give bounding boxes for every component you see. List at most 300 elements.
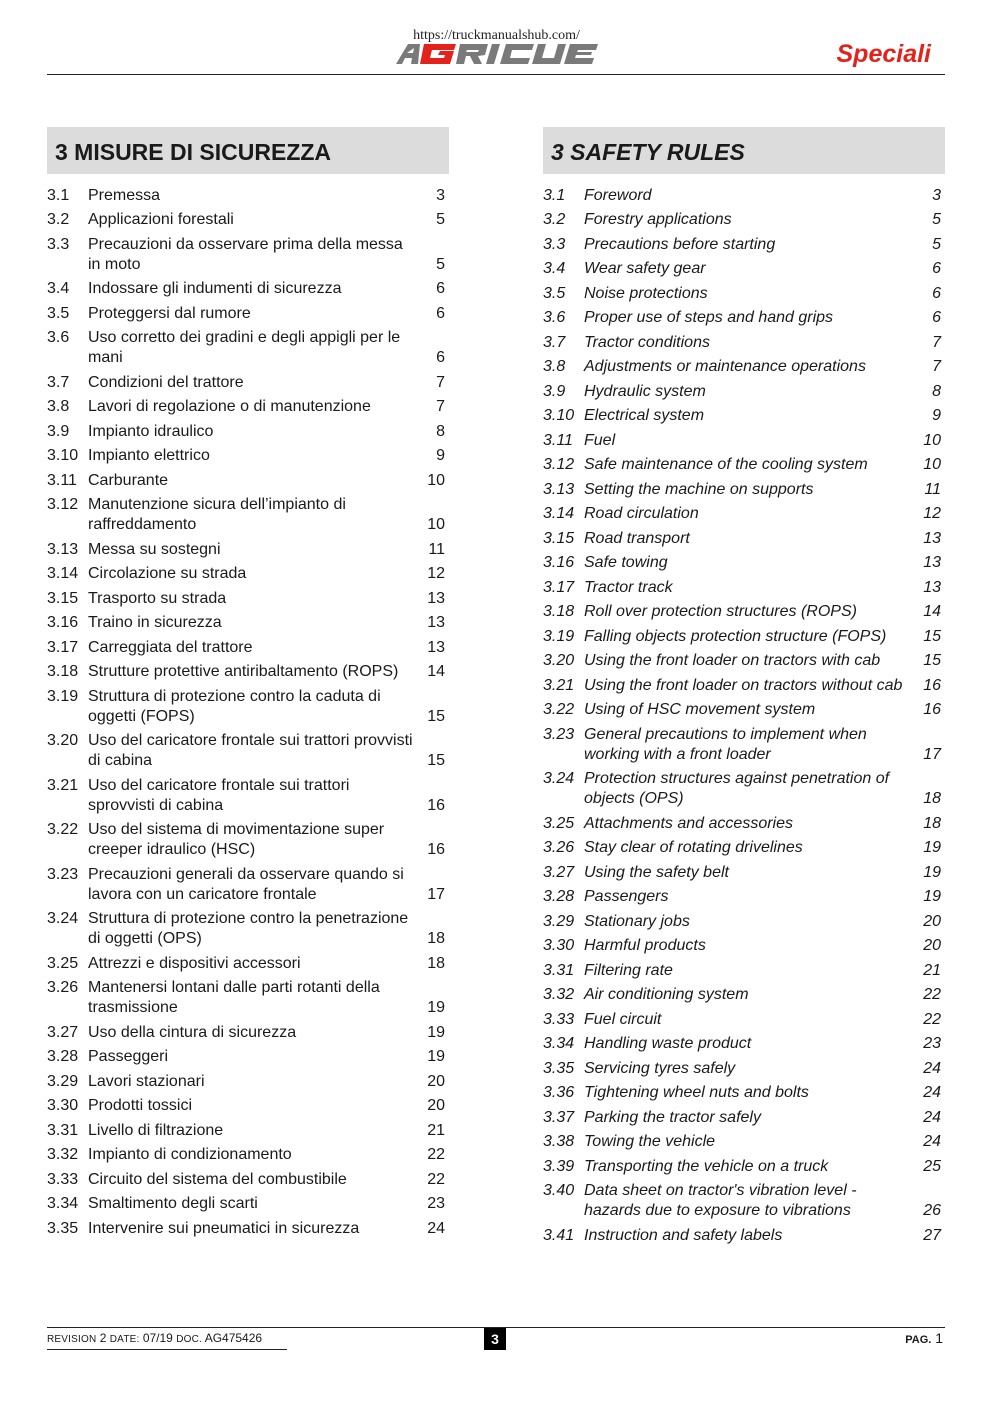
toc-entry: [543, 282, 943, 307]
toc-entry-title: Proper use of steps and hand grips: [584, 309, 834, 326]
toc-entry-title: Air conditioning system: [584, 986, 749, 1003]
toc-entry-page: 5: [932, 211, 941, 228]
english-section-heading: 3 SAFETY RULES: [543, 127, 945, 174]
toc-entry-page: 14: [923, 603, 941, 620]
toc-entry: [543, 356, 943, 381]
toc-entry-title: Lavori stazionari: [88, 1072, 205, 1090]
toc-entry-title: Impianto di condizionamento: [88, 1146, 292, 1163]
toc-entry-number: 3.15: [47, 589, 79, 607]
toc-entry: [47, 563, 447, 588]
toc-entry-title: Uso del caricatore frontale sui trattori provvisti di cabina: [88, 732, 413, 769]
toc-entry-title: Noise protections: [584, 284, 708, 302]
toc-entry-title: Mantenersi lontani dalle parti rotanti della trasmissione: [88, 979, 380, 1016]
toc-entry-number: 3.41: [543, 1226, 575, 1244]
toc-entry-number: 3.1: [543, 186, 566, 204]
toc-entry: [47, 1168, 447, 1193]
toc-entry: [543, 576, 943, 601]
toc-entry: [543, 1008, 943, 1033]
doc-label: DOC.: [176, 1334, 203, 1345]
toc-entry: [543, 1106, 943, 1131]
toc-entry: [543, 935, 943, 960]
revision-label: REVISION: [47, 1334, 97, 1345]
toc-entry-title: Attachments and accessories: [584, 814, 793, 832]
toc-entry-page: 7: [436, 373, 445, 391]
toc-entry-number: 3.21: [47, 776, 79, 794]
toc-entry-page: 23: [923, 1035, 941, 1052]
toc-entry: [47, 538, 447, 563]
toc-entry-number: 3.21: [543, 676, 575, 694]
toc-entry: [47, 494, 447, 539]
toc-entry-number: 3.39: [543, 1157, 575, 1175]
toc-entry-number: 3.10: [47, 447, 79, 464]
toc-entry: [543, 454, 943, 479]
toc-entry-page: 13: [923, 578, 941, 596]
toc-entry-number: 3.9: [543, 382, 566, 400]
toc-entry-title: Struttura di protezione contro la caduta di oggetti (FOPS): [88, 687, 381, 725]
toc-entry-title: Using the front loader on tractors with cab: [584, 652, 881, 669]
toc-entry: [47, 587, 447, 612]
toc-entry-page: 8: [932, 382, 941, 400]
toc-entry: [47, 420, 447, 445]
toc-entry-page: 20: [427, 1072, 445, 1090]
toc-entry-page: 15: [427, 752, 445, 769]
toc-entry-number: 3.13: [47, 540, 79, 558]
toc-entry-number: 3.20: [543, 652, 575, 669]
toc-entry: [47, 863, 447, 908]
toc-entry-title: Carreggiata del trattore: [88, 638, 253, 656]
toc-entry: [47, 661, 447, 686]
toc-entry-page: 24: [427, 1219, 445, 1237]
toc-entry-title: Setting the machine on supports: [584, 480, 814, 498]
toc-entry-title: Proteggersi dal rumore: [88, 304, 251, 322]
toc-entry-number: 3.11: [47, 471, 77, 489]
toc-entry-title: Attrezzi e dispositivi accessori: [88, 954, 301, 972]
toc-entry-number: 3.35: [543, 1059, 575, 1077]
toc-entry-number: 3.27: [47, 1023, 79, 1041]
toc-entry-title: Uso della cintura di sicurezza: [88, 1023, 297, 1041]
toc-entry-page: 22: [427, 1146, 445, 1163]
toc-entry-number: 3.25: [47, 954, 79, 972]
toc-entry: [47, 1070, 447, 1095]
toc-entry: [543, 768, 943, 813]
toc-entry-title: Fuel circuit: [584, 1010, 662, 1028]
toc-entry-number: 3.30: [543, 937, 575, 954]
toc-entry-title: Applicazioni forestali: [88, 211, 234, 228]
revision-value: 2: [99, 1331, 107, 1345]
toc-entry-title: Premessa: [88, 186, 161, 204]
toc-entry-page: 27: [923, 1226, 941, 1244]
italian-toc-list: [47, 184, 447, 1242]
toc-entry-page: 16: [427, 796, 445, 814]
toc-entry: [543, 527, 943, 552]
toc-entry-title: Tightening wheel nuts and bolts: [584, 1084, 809, 1101]
toc-entry-page: 26: [923, 1202, 941, 1219]
toc-entry-title: Uso del sistema di movimentazione super creeper idraulico (HSC): [88, 821, 385, 858]
toc-entry-number: 3.8: [47, 398, 70, 415]
toc-entry: [543, 601, 943, 626]
toc-entry-page: 6: [932, 284, 941, 302]
toc-entry: [47, 184, 447, 209]
toc-entry-number: 3.26: [543, 839, 575, 856]
toc-entry: [543, 184, 943, 209]
toc-entry: [47, 685, 447, 730]
toc-entry-title: Struttura di protezione contro la penetrazione di oggetti (OPS): [88, 910, 409, 947]
toc-entry: [543, 1131, 943, 1156]
toc-entry-title: Circolazione su strada: [88, 565, 247, 582]
toc-entry-page: 17: [427, 885, 445, 903]
toc-entry: [543, 552, 943, 577]
toc-entry: [543, 910, 943, 935]
toc-entry-page: 11: [924, 480, 941, 498]
toc-entry-title: Strutture protettive antiribaltamento (ROPS): [88, 663, 399, 680]
toc-entry-page: 19: [427, 999, 445, 1016]
toc-entry-title: Falling objects protection structure (FOPS): [584, 627, 887, 645]
source-url: https://truckmanualshub.com/: [413, 28, 580, 43]
toc-entry-page: 10: [427, 471, 445, 489]
toc-entry-title: Towing the vehicle: [584, 1133, 716, 1150]
toc-entry-page: 11: [428, 540, 445, 558]
toc-entry-page: 5: [436, 255, 445, 273]
toc-entry: [47, 469, 447, 494]
toc-entry-title: Road transport: [584, 529, 690, 547]
toc-entry-title: Fuel: [584, 431, 616, 449]
toc-entry-title: Manutenzione sicura dell’impianto di raffreddamento: [88, 496, 346, 533]
toc-entry-title: Servicing tyres safely: [584, 1059, 736, 1077]
toc-entry: [543, 984, 943, 1009]
toc-entry-page: 3: [436, 186, 445, 204]
toc-entry-title: Wear safety gear: [584, 260, 706, 277]
toc-entry-title: Filtering rate: [584, 961, 673, 979]
toc-entry: [543, 959, 943, 984]
toc-entry-page: 21: [427, 1121, 445, 1139]
toc-entry-number: 3.28: [47, 1048, 79, 1065]
header-rule: [47, 74, 945, 75]
toc-entry-page: 15: [923, 652, 941, 669]
toc-entry-number: 3.2: [543, 211, 566, 228]
toc-entry-page: 6: [932, 260, 941, 277]
toc-entry-title: Precautions before starting: [584, 235, 776, 253]
toc-entry-page: 25: [923, 1157, 941, 1175]
toc-entry-number: 3.22: [47, 821, 79, 838]
toc-entry-page: 18: [427, 954, 445, 972]
toc-entry-page: 6: [436, 304, 445, 322]
toc-entry: [47, 1193, 447, 1218]
toc-entry-title: Tractor track: [584, 578, 673, 596]
toc-entry-number: 3.23: [543, 725, 575, 743]
toc-entry: [47, 952, 447, 977]
toc-entry-title: Using of HSC movement system: [584, 701, 816, 718]
toc-entry-title: Smaltimento degli scarti: [88, 1195, 258, 1212]
toc-entry-page: 7: [436, 398, 445, 415]
toc-entry: [47, 1046, 447, 1071]
date-label: DATE:: [109, 1334, 140, 1345]
toc-entry-title: Safe maintenance of the cooling system: [584, 456, 868, 473]
toc-entry-page: 6: [436, 349, 445, 366]
toc-entry-page: 3: [932, 186, 941, 204]
toc-entry-page: 7: [932, 358, 941, 375]
toc-entry-title: Indossare gli indumenti di sicurezza: [88, 280, 342, 297]
toc-entry-title: Handling waste product: [584, 1035, 752, 1052]
toc-entry-number: 3.19: [543, 627, 575, 645]
toc-entry: [47, 209, 447, 234]
toc-entry-number: 3.14: [543, 505, 575, 522]
toc-entry: [47, 1119, 447, 1144]
toc-entry-page: 24: [923, 1084, 941, 1101]
toc-entry-number: 3.7: [543, 333, 566, 351]
toc-entry: [543, 812, 943, 837]
toc-entry: [543, 1082, 943, 1107]
toc-entry-page: 19: [923, 888, 941, 905]
toc-entry-number: 3.25: [543, 814, 575, 832]
toc-entry-number: 3.5: [543, 284, 566, 302]
toc-entry-title: Tractor conditions: [584, 333, 710, 351]
revision-underline: [47, 1349, 287, 1350]
toc-entry: [47, 233, 447, 278]
toc-entry-number: 3.18: [47, 663, 79, 680]
toc-entry-page: 17: [923, 745, 941, 763]
toc-entry-page: 12: [923, 505, 941, 522]
toc-entry: [543, 723, 943, 768]
toc-entry-title: Electrical system: [584, 407, 705, 424]
toc-entry-page: 13: [427, 614, 445, 631]
toc-entry: [543, 886, 943, 911]
toc-entry-number: 3.13: [543, 480, 575, 498]
toc-entry-title: Uso corretto dei gradini e degli appigli per le mani: [88, 329, 401, 366]
toc-entry-page: 7: [932, 333, 941, 351]
toc-entry-number: 3.3: [543, 235, 566, 253]
toc-entry-page: 13: [923, 554, 941, 571]
toc-entry: [543, 1224, 943, 1249]
page-number: [905, 1330, 943, 1346]
toc-entry-number: 3.17: [47, 638, 79, 656]
toc-entry-number: 3.35: [47, 1219, 79, 1237]
toc-entry-title: Road circulation: [584, 505, 699, 522]
toc-entry-page: 10: [923, 456, 941, 473]
toc-entry-page: 16: [923, 676, 941, 694]
toc-entry-number: 3.9: [47, 422, 70, 440]
toc-entry-number: 3.12: [47, 496, 79, 513]
toc-entry-number: 3.38: [543, 1133, 575, 1150]
toc-entry-title: Transporting the vehicle on a truck: [584, 1157, 829, 1175]
toc-entry-page: 8: [436, 422, 445, 440]
toc-entry: [47, 977, 447, 1022]
toc-entry-number: 3.6: [47, 329, 70, 346]
toc-entry-title: Data sheet on tractor's vibration level - hazards due to exposure to vibrations: [584, 1182, 857, 1219]
toc-entry-number: 3.2: [47, 211, 70, 228]
toc-entry-page: 16: [427, 841, 445, 858]
toc-entry: [47, 396, 447, 421]
toc-entry-title: Hydraulic system: [584, 382, 706, 400]
toc-entry-title: Forestry applications: [584, 211, 732, 228]
toc-entry-number: 3.29: [47, 1072, 79, 1090]
toc-entry: [47, 636, 447, 661]
toc-entry-page: 22: [427, 1170, 445, 1188]
toc-entry-number: 3.17: [543, 578, 575, 596]
toc-entry-number: 3.27: [543, 863, 575, 881]
toc-entry-page: 18: [427, 930, 445, 947]
toc-entry-page: 5: [932, 235, 941, 253]
chapter-number-badge: 3: [484, 1328, 506, 1350]
toc-entry: [47, 278, 447, 303]
toc-entry-page: 19: [923, 839, 941, 856]
toc-entry-page: 19: [427, 1048, 445, 1065]
toc-entry-page: 18: [923, 790, 941, 807]
agricube-logo: [394, 42, 600, 66]
toc-entry-number: 3.4: [47, 280, 70, 297]
toc-entry: [543, 674, 943, 699]
toc-entry-page: 5: [436, 211, 445, 228]
toc-entry-page: 20: [923, 937, 941, 954]
page-label: PAG.: [905, 1334, 932, 1346]
toc-entry-number: 3.33: [47, 1170, 79, 1188]
toc-entry: [543, 209, 943, 234]
toc-entry: [47, 819, 447, 864]
toc-entry-number: 3.32: [47, 1146, 79, 1163]
toc-entry: [543, 380, 943, 405]
toc-entry: [47, 730, 447, 775]
toc-entry-title: Using the front loader on tractors without cab: [584, 676, 903, 694]
toc-entry-page: 21: [923, 961, 941, 979]
toc-entry: [47, 1144, 447, 1169]
toc-entry-page: 6: [932, 309, 941, 326]
toc-entry-number: 3.23: [47, 865, 79, 883]
toc-entry-number: 3.8: [543, 358, 566, 375]
toc-entry-number: 3.34: [543, 1035, 575, 1052]
toc-entry-page: 24: [923, 1059, 941, 1077]
toc-entry-title: Lavori di regolazione o di manutenzione: [88, 398, 371, 415]
toc-entry-page: 23: [427, 1195, 445, 1212]
toc-entry: [47, 371, 447, 396]
toc-entry-number: 3.16: [543, 554, 575, 571]
section-label: Speciali: [836, 40, 931, 68]
toc-entry-page: 22: [923, 1010, 941, 1028]
toc-entry-number: 3.36: [543, 1084, 575, 1101]
toc-entry-page: 20: [923, 912, 941, 930]
toc-entry-title: Precauzioni generali da osservare quando si lavora con un caricatore frontale: [88, 865, 404, 903]
toc-entry-number: 3.24: [47, 910, 79, 927]
toc-entry-number: 3.30: [47, 1097, 79, 1114]
toc-entry: [47, 1021, 447, 1046]
toc-entry-number: 3.3: [47, 235, 70, 253]
italian-section-heading: 3 MISURE DI SICUREZZA: [47, 127, 449, 174]
toc-entry-title: Using the safety belt: [584, 863, 729, 881]
toc-entry-title: Messa su sostegni: [88, 540, 221, 558]
toc-entry: [543, 405, 943, 430]
toc-entry: [543, 307, 943, 332]
toc-entry-title: Harmful products: [584, 937, 706, 954]
toc-entry-page: 24: [923, 1108, 941, 1126]
toc-entry: [543, 478, 943, 503]
toc-entry-number: 3.1: [47, 186, 70, 204]
toc-entry-title: Trasporto su strada: [88, 589, 227, 607]
toc-entry-page: 20: [427, 1097, 445, 1114]
toc-entry-title: Impianto idraulico: [88, 422, 214, 440]
toc-entry: [543, 503, 943, 528]
toc-entry-page: 24: [923, 1133, 941, 1150]
toc-entry: [543, 837, 943, 862]
toc-entry-title: Circuito del sistema del combustibile: [88, 1170, 347, 1188]
toc-entry-number: 3.16: [47, 614, 79, 631]
toc-entry: [47, 774, 447, 819]
toc-entry-title: Parking the tractor safely: [584, 1108, 761, 1126]
toc-entry-number: 3.32: [543, 986, 575, 1003]
toc-entry-number: 3.12: [543, 456, 575, 473]
toc-entry-number: 3.33: [543, 1010, 575, 1028]
toc-entry-number: 3.11: [543, 431, 573, 449]
toc-entry-number: 3.22: [543, 701, 575, 718]
toc-entry: [543, 1155, 943, 1180]
toc-entry-title: Prodotti tossici: [88, 1097, 193, 1114]
date-value: 07/19: [142, 1331, 173, 1345]
toc-entry: [47, 908, 447, 953]
toc-entry: [47, 612, 447, 637]
toc-entry-title: Condizioni del trattore: [88, 373, 244, 391]
toc-entry-page: 13: [427, 638, 445, 656]
toc-entry-number: 3.20: [47, 732, 79, 749]
english-toc-list: [543, 184, 943, 1249]
toc-entry-number: 3.40: [543, 1182, 575, 1199]
toc-entry-number: 3.5: [47, 304, 70, 322]
toc-entry-page: 18: [923, 814, 941, 832]
toc-entry-title: Adjustments or maintenance operations: [584, 358, 866, 375]
toc-entry-page: 10: [427, 516, 445, 533]
toc-entry-title: Safe towing: [584, 554, 668, 571]
revision-info: [47, 1331, 262, 1345]
toc-entry: [543, 233, 943, 258]
toc-entry-number: 3.14: [47, 565, 79, 582]
toc-entry-title: Passeggeri: [88, 1048, 169, 1065]
toc-entry-number: 3.24: [543, 770, 575, 787]
toc-entry-page: 19: [923, 863, 941, 881]
toc-entry-page: 10: [923, 431, 941, 449]
page-value: 1: [935, 1330, 943, 1346]
toc-entry: [47, 1095, 447, 1120]
doc-value: AG475426: [204, 1331, 263, 1345]
toc-entry-number: 3.19: [47, 687, 79, 705]
toc-entry-number: 3.10: [543, 407, 575, 424]
toc-entry-title: Traino in sicurezza: [88, 614, 222, 631]
toc-entry-number: 3.28: [543, 888, 575, 905]
toc-entry: [543, 1057, 943, 1082]
toc-entry-number: 3.4: [543, 260, 566, 277]
toc-entry-title: Roll over protection structures (ROPS): [584, 603, 857, 620]
toc-entry-page: 9: [932, 407, 941, 424]
toc-entry-title: Carburante: [88, 471, 169, 489]
toc-entry-page: 13: [923, 529, 941, 547]
toc-entry-number: 3.6: [543, 309, 566, 326]
toc-entry: [543, 429, 943, 454]
toc-entry-title: Precauzioni da osservare prima della messa in moto: [88, 235, 403, 273]
toc-entry-page: 9: [436, 447, 445, 464]
toc-entry: [47, 1217, 447, 1242]
toc-entry-title: Uso del caricatore frontale sui trattori sprovvisti di cabina: [88, 776, 350, 814]
toc-entry-page: 15: [427, 707, 445, 725]
toc-entry-title: Stay clear of rotating drivelines: [584, 839, 803, 856]
toc-entry-number: 3.26: [47, 979, 79, 996]
toc-entry-title: Stationary jobs: [584, 912, 690, 930]
toc-entry: [543, 650, 943, 675]
toc-entry-title: Instruction and safety labels: [584, 1226, 783, 1244]
toc-entry-title: Livello di filtrazione: [88, 1121, 224, 1139]
toc-entry: [47, 445, 447, 470]
toc-entry-number: 3.15: [543, 529, 575, 547]
toc-entry-page: 22: [923, 986, 941, 1003]
toc-entry-number: 3.34: [47, 1195, 79, 1212]
toc-entry-number: 3.31: [47, 1121, 79, 1139]
toc-entry-title: Intervenire sui pneumatici in sicurezza: [88, 1219, 360, 1237]
toc-entry: [543, 861, 943, 886]
toc-entry-title: Impianto elettrico: [88, 447, 210, 464]
